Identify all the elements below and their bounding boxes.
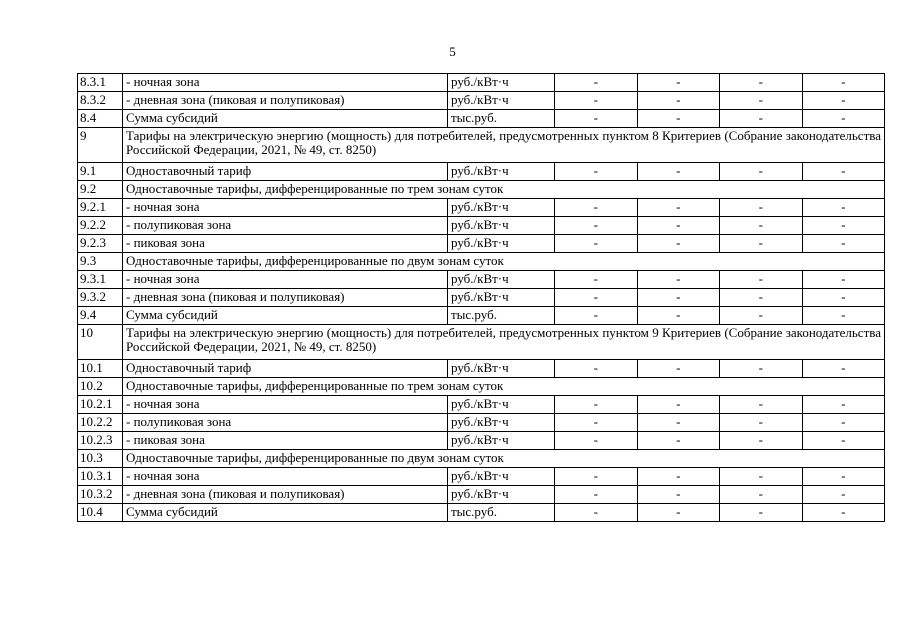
row-unit: тыс.руб. xyxy=(448,307,555,325)
row-unit: руб./кВт·ч xyxy=(448,486,555,504)
row-value: - xyxy=(637,110,720,128)
row-unit: руб./кВт·ч xyxy=(448,468,555,486)
row-unit: руб./кВт·ч xyxy=(448,396,555,414)
section-row xyxy=(78,128,885,163)
row-name: - ночная зона xyxy=(123,271,448,289)
row-name: - полупиковая зона xyxy=(123,414,448,432)
row-number: 10.4 xyxy=(78,504,123,522)
row-number: 9.1 xyxy=(78,163,123,181)
row-value: - xyxy=(555,217,638,235)
row-value: - xyxy=(637,163,720,181)
row-unit: тыс.руб. xyxy=(448,504,555,522)
table-row xyxy=(78,199,885,217)
row-value: - xyxy=(802,235,885,253)
row-value: - xyxy=(637,217,720,235)
table-row xyxy=(78,307,885,325)
row-name: - ночная зона xyxy=(123,468,448,486)
row-value: - xyxy=(555,235,638,253)
tariff-table xyxy=(77,73,885,522)
row-value: - xyxy=(802,199,885,217)
row-value: - xyxy=(802,486,885,504)
table-row xyxy=(78,217,885,235)
row-name: - дневная зона (пиковая и полупиковая) xyxy=(123,92,448,110)
row-number: 9.3.1 xyxy=(78,271,123,289)
row-value: - xyxy=(802,271,885,289)
row-value: - xyxy=(802,468,885,486)
row-value: - xyxy=(720,396,803,414)
row-number: 9.2.1 xyxy=(78,199,123,217)
row-name: Сумма субсидий xyxy=(123,110,448,128)
table-row xyxy=(78,432,885,450)
row-name: - ночная зона xyxy=(123,396,448,414)
row-value: - xyxy=(555,289,638,307)
row-value: - xyxy=(802,307,885,325)
row-value: - xyxy=(802,414,885,432)
row-number: 10 xyxy=(78,325,123,360)
row-name: Одноставочный тариф xyxy=(123,360,448,378)
row-value: - xyxy=(720,468,803,486)
row-value: - xyxy=(720,307,803,325)
row-unit: руб./кВт·ч xyxy=(448,289,555,307)
row-name: - полупиковая зона xyxy=(123,217,448,235)
row-number: 9.2.3 xyxy=(78,235,123,253)
row-name: - ночная зона xyxy=(123,199,448,217)
row-value: - xyxy=(720,199,803,217)
subsection-title: Одноставочные тарифы, дифференцированные по трем зонам суток xyxy=(123,378,885,396)
row-value: - xyxy=(555,486,638,504)
row-value: - xyxy=(555,74,638,92)
row-number: 8.4 xyxy=(78,110,123,128)
section-title: Тарифы на электрическую энергию (мощность) для потребителей, предусмотренных пунктом 8 Критериев (Собрание законодательства Российской Федерации, 2021, № 49, ст. 8250) xyxy=(123,128,885,163)
row-value: - xyxy=(720,432,803,450)
row-name: Сумма субсидий xyxy=(123,307,448,325)
row-value: - xyxy=(555,396,638,414)
row-name: - пиковая зона xyxy=(123,432,448,450)
row-value: - xyxy=(637,199,720,217)
table-row xyxy=(78,468,885,486)
row-number: 8.3.2 xyxy=(78,92,123,110)
section-title: Тарифы на электрическую энергию (мощность) для потребителей, предусмотренных пунктом 9 Критериев (Собрание законодательства Российской Федерации, 2021, № 49, ст. 8250) xyxy=(123,325,885,360)
row-value: - xyxy=(555,163,638,181)
table-row xyxy=(78,74,885,92)
table-row xyxy=(78,110,885,128)
row-unit: руб./кВт·ч xyxy=(448,74,555,92)
row-unit: руб./кВт·ч xyxy=(448,199,555,217)
row-unit: руб./кВт·ч xyxy=(448,163,555,181)
row-value: - xyxy=(637,468,720,486)
row-value: - xyxy=(720,74,803,92)
row-name: - ночная зона xyxy=(123,74,448,92)
subsection-row xyxy=(78,181,885,199)
row-number: 10.3.1 xyxy=(78,468,123,486)
row-value: - xyxy=(802,217,885,235)
row-number: 9 xyxy=(78,128,123,163)
row-value: - xyxy=(720,504,803,522)
table-row xyxy=(78,504,885,522)
row-value: - xyxy=(555,432,638,450)
subsection-title: Одноставочные тарифы, дифференцированные по трем зонам суток xyxy=(123,181,885,199)
row-name: - пиковая зона xyxy=(123,235,448,253)
row-unit: руб./кВт·ч xyxy=(448,271,555,289)
row-value: - xyxy=(637,289,720,307)
table-row xyxy=(78,235,885,253)
table-row xyxy=(78,486,885,504)
row-number: 9.2.2 xyxy=(78,217,123,235)
row-value: - xyxy=(802,163,885,181)
subsection-title: Одноставочные тарифы, дифференцированные по двум зонам суток xyxy=(123,253,885,271)
row-number: 8.3.1 xyxy=(78,74,123,92)
row-value: - xyxy=(637,74,720,92)
row-value: - xyxy=(720,271,803,289)
row-value: - xyxy=(720,163,803,181)
row-value: - xyxy=(720,486,803,504)
row-value: - xyxy=(555,199,638,217)
row-number: 10.2.2 xyxy=(78,414,123,432)
table-row xyxy=(78,163,885,181)
row-name: Сумма субсидий xyxy=(123,504,448,522)
row-value: - xyxy=(637,271,720,289)
row-unit: руб./кВт·ч xyxy=(448,414,555,432)
row-value: - xyxy=(637,396,720,414)
row-value: - xyxy=(802,110,885,128)
row-value: - xyxy=(720,360,803,378)
table-row xyxy=(78,271,885,289)
row-value: - xyxy=(637,486,720,504)
row-value: - xyxy=(802,289,885,307)
row-unit: руб./кВт·ч xyxy=(448,235,555,253)
table-row xyxy=(78,289,885,307)
row-value: - xyxy=(802,504,885,522)
row-number: 10.2.1 xyxy=(78,396,123,414)
row-value: - xyxy=(802,396,885,414)
row-name: Одноставочный тариф xyxy=(123,163,448,181)
row-value: - xyxy=(555,468,638,486)
row-number: 10.3.2 xyxy=(78,486,123,504)
row-value: - xyxy=(637,235,720,253)
row-value: - xyxy=(802,74,885,92)
table-row xyxy=(78,414,885,432)
row-value: - xyxy=(555,110,638,128)
row-value: - xyxy=(637,414,720,432)
table-row xyxy=(78,396,885,414)
table-row xyxy=(78,92,885,110)
row-value: - xyxy=(637,92,720,110)
subsection-row xyxy=(78,378,885,396)
row-value: - xyxy=(802,432,885,450)
row-value: - xyxy=(720,92,803,110)
row-number: 10.2 xyxy=(78,378,123,396)
row-value: - xyxy=(720,110,803,128)
subsection-row xyxy=(78,253,885,271)
row-value: - xyxy=(720,289,803,307)
row-value: - xyxy=(555,307,638,325)
row-value: - xyxy=(637,307,720,325)
row-value: - xyxy=(802,92,885,110)
row-name: - дневная зона (пиковая и полупиковая) xyxy=(123,486,448,504)
row-unit: руб./кВт·ч xyxy=(448,217,555,235)
subsection-row xyxy=(78,450,885,468)
row-name: - дневная зона (пиковая и полупиковая) xyxy=(123,289,448,307)
row-value: - xyxy=(720,235,803,253)
row-number: 10.3 xyxy=(78,450,123,468)
row-unit: руб./кВт·ч xyxy=(448,360,555,378)
tariff-table-body xyxy=(78,74,885,522)
row-value: - xyxy=(637,360,720,378)
row-value: - xyxy=(637,504,720,522)
row-number: 9.3.2 xyxy=(78,289,123,307)
row-number: 9.3 xyxy=(78,253,123,271)
row-value: - xyxy=(555,504,638,522)
row-unit: руб./кВт·ч xyxy=(448,432,555,450)
row-value: - xyxy=(637,432,720,450)
row-number: 9.4 xyxy=(78,307,123,325)
row-unit: тыс.руб. xyxy=(448,110,555,128)
row-number: 10.2.3 xyxy=(78,432,123,450)
row-value: - xyxy=(720,414,803,432)
row-value: - xyxy=(555,414,638,432)
row-value: - xyxy=(720,217,803,235)
row-number: 10.1 xyxy=(78,360,123,378)
subsection-title: Одноставочные тарифы, дифференцированные по двум зонам суток xyxy=(123,450,885,468)
row-value: - xyxy=(555,271,638,289)
page-number: 5 xyxy=(449,44,456,59)
row-unit: руб./кВт·ч xyxy=(448,92,555,110)
row-value: - xyxy=(555,360,638,378)
table-row xyxy=(78,360,885,378)
row-value: - xyxy=(802,360,885,378)
row-value: - xyxy=(555,92,638,110)
row-number: 9.2 xyxy=(78,181,123,199)
section-row xyxy=(78,325,885,360)
